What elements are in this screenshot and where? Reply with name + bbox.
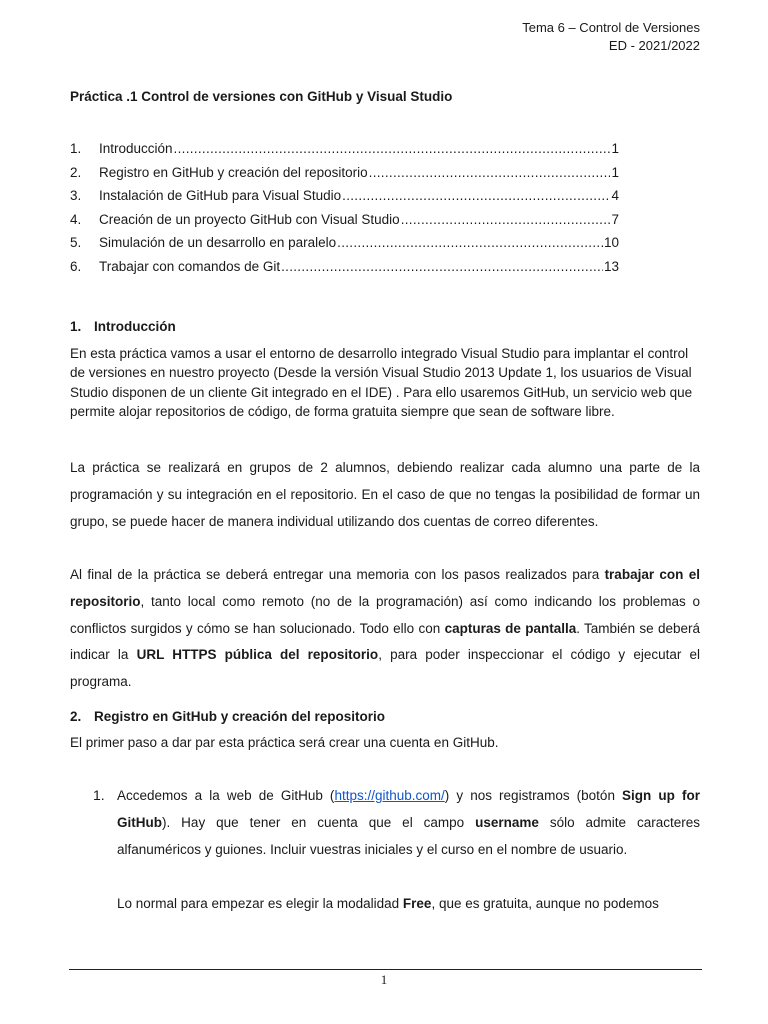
toc-entry-page: 1 (611, 141, 619, 156)
toc-entry-title: Creación de un proyecto GitHub con Visual Studio (99, 211, 400, 227)
list-item-continuation (117, 891, 700, 918)
page-header (522, 19, 700, 55)
bold-run: Free (402, 896, 432, 911)
header-course: ED - 2021/2022 (608, 38, 700, 53)
toc-entry-page: 1 (611, 164, 619, 180)
bold-run: trabajar con el repositorio (70, 567, 700, 609)
toc-entry-page: 7 (611, 211, 619, 227)
section-1-title: Introducción (94, 319, 176, 334)
section-2-title: Registro en GitHub y creación del repositorio (94, 709, 386, 724)
toc-entry[interactable] (70, 235, 619, 259)
section-1-heading (70, 319, 176, 334)
toc-entry-page: 10 (603, 235, 619, 251)
toc-leader-dots (342, 188, 610, 203)
bold-run: username (475, 814, 539, 830)
bold-run: Sign up for GitHub (117, 788, 700, 830)
toc-leader-dots (281, 259, 603, 274)
section-2-heading (70, 709, 385, 724)
toc-leader-dots (174, 141, 611, 156)
section-1-number: 1. (70, 319, 82, 334)
text-run: Al final de la práctica se deberá entregar una memoria con los pasos realizados para (70, 567, 605, 582)
toc-entry-title: Simulación de un desarrollo en paralelo (99, 235, 337, 251)
text-run: sólo admite caracteres alfanuméricos y guiones. Incluir vuestras iniciales y el curso en el nombre de usuario. (117, 814, 701, 857)
toc-entry-number: 5. (70, 235, 82, 251)
text-run: ). Hay que tener en cuenta que el campo (162, 814, 476, 830)
toc-entry[interactable] (70, 141, 619, 165)
github-link[interactable]: https://github.com/ (334, 788, 445, 803)
bold-run: capturas de pantalla (444, 620, 577, 636)
text-run: , que es gratuita, aunque no podemos (431, 896, 659, 911)
text-run: ) y nos registramos (botón (444, 788, 623, 803)
footer-divider (69, 969, 702, 970)
text-run: , tanto local como remoto (no de la programación) así como indicando los problemas o conflictos surgidos y cómo se han solucionado. Todo ello con (70, 593, 700, 636)
toc-entry-number: 4. (70, 211, 82, 227)
toc-entry-page: 13 (603, 258, 619, 274)
text-run: Accedemos a la web de GitHub ( (117, 788, 335, 803)
section-2-intro: El primer paso a dar par esta práctica será crear una cuenta en GitHub. (70, 735, 499, 750)
list-item-text (117, 783, 700, 863)
toc-entry-number: 1. (70, 141, 82, 156)
toc-leader-dots (337, 235, 603, 250)
toc-entry-title: Trabajar con comandos de Git (99, 258, 281, 274)
page-number: 1 (380, 972, 388, 987)
section-2-number: 2. (70, 709, 82, 724)
header-topic: Tema 6 – Control de Versiones (522, 20, 700, 35)
text-run: Lo normal para empezar es elegir la modalidad (117, 896, 403, 911)
text-run: , para poder inspeccionar el código y ejecutar el programa. (70, 647, 701, 690)
toc-entry[interactable] (70, 212, 619, 236)
toc-leader-dots (369, 165, 611, 180)
list-item-number: 1. (93, 787, 105, 803)
intro-paragraph: En esta práctica vamos a usar el entorno de desarrollo integrado Visual Studio para implantar el control de versiones en nuestro proyecto (Desde la versión Visual Studio 2013 Update 1, los usuarios de Visual Studio disponen de un cliente Git integrado en el IDE) . Para ello usaremos GitHub, un servicio web que permite alojar repositorios de código, de forma gratuita siempre que sean de software libre. (70, 346, 693, 419)
toc-entry-number: 3. (70, 188, 82, 204)
toc-entry-title: Instalación de GitHub para Visual Studio (99, 188, 342, 204)
toc-entry-title: Registro en GitHub y creación del repositorio (99, 164, 368, 180)
toc-entry[interactable] (70, 188, 619, 212)
toc-entry[interactable] (70, 259, 619, 283)
document-title: Práctica .1 Control de versiones con GitHub y Visual Studio (70, 89, 453, 104)
bold-run: URL HTTPS pública del repositorio (136, 647, 379, 663)
groups-paragraph: La práctica se realizará en grupos de 2 alumnos, debiendo realizar cada alumno una parte de la programación y su integración en el repositorio. En el caso de que no tengas la posibilidad de formar un grupo, se puede hacer de manera individual utilizando dos cuentas de correo diferentes. (70, 460, 700, 529)
deliverables-paragraph (70, 562, 700, 696)
toc-entry-title: Introducción (99, 141, 173, 156)
toc-entry-number: 2. (70, 164, 82, 180)
toc-entry-page: 4 (611, 188, 619, 204)
text-run: . También se deberá indicar la (70, 620, 700, 663)
table-of-contents (70, 141, 619, 283)
toc-entry[interactable] (70, 165, 619, 189)
toc-entry-number: 6. (70, 258, 82, 274)
toc-leader-dots (401, 212, 611, 227)
